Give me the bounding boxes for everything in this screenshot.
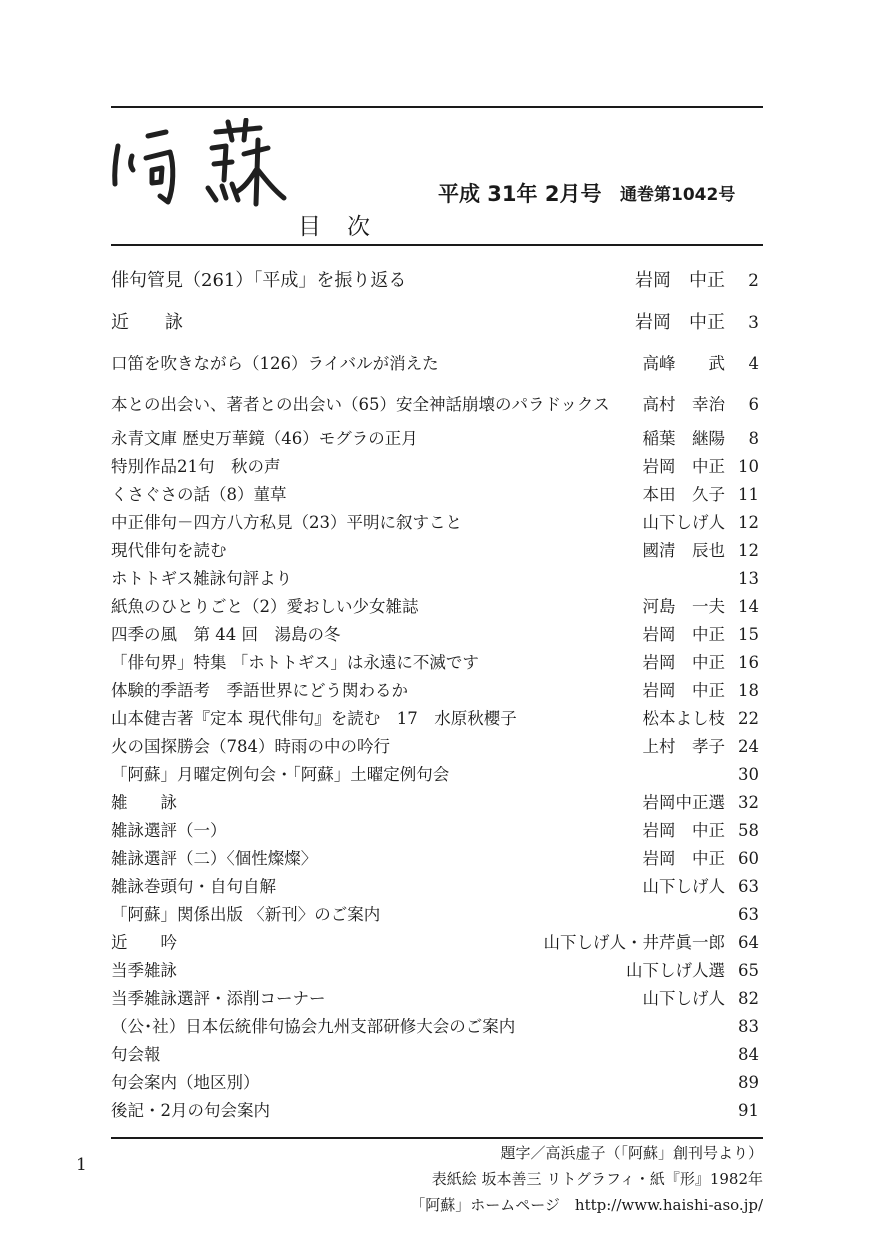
title-calligraphy [108,118,298,212]
toc-page: 12 [738,513,759,532]
toc-author: 岩岡 中正 [642,457,725,476]
header-rule [111,244,763,246]
toc-page: 15 [738,625,759,644]
toc-page: 16 [738,653,759,672]
toc-row[interactable] [111,566,759,592]
toc-title: 永青文庫 歴史万華鏡（46）モグラの正月 [111,429,418,448]
toc-row[interactable] [111,846,759,872]
toc-author: 山下しげ人 [642,513,725,532]
toc-row[interactable] [111,790,759,816]
toc-author: 岩岡 中正 [635,270,725,291]
toc-row[interactable] [111,538,759,564]
toc-author: 高村 幸治 [642,395,725,414]
toc-row[interactable] [111,902,759,928]
toc-title: 近 吟 [111,933,177,952]
toc-row[interactable] [111,1098,759,1124]
toc-page: 4 [748,354,759,373]
toc-page: 18 [738,681,759,700]
toc-author: 岩岡 中正 [642,653,725,672]
toc-row[interactable] [111,268,759,294]
toc-page: 84 [738,1045,759,1064]
toc-row[interactable] [111,510,759,536]
toc-author: 山下しげ人 [642,989,725,1008]
toc-author: 山下しげ人 [642,877,725,896]
toc-title: 紙魚のひとりごと（2）愛おしい少女雑誌 [111,597,419,616]
toc-title: 現代俳句を読む [111,541,227,560]
toc-row[interactable] [111,930,759,956]
toc-page: 8 [748,429,759,448]
toc-page: 13 [738,569,759,588]
toc-title: 「俳句界」特集 「ホトトギス」は永遠に不滅です [111,653,479,672]
toc-title: 口笛を吹きながら（126）ライバルが消えた [111,354,439,373]
toc-row[interactable] [111,762,759,788]
toc-page: 11 [738,485,759,504]
toc-row[interactable] [111,622,759,648]
toc-page: 32 [738,793,759,812]
toc-row[interactable] [111,594,759,620]
toc-row[interactable] [111,482,759,508]
toc-row[interactable] [111,650,759,676]
toc-title: 雑詠選評（二）〈個性燦燦〉 [111,849,318,868]
footer-cover-credit: 表紙絵 坂本善三 リトグラフィ・紙『形』1982年 [431,1170,763,1188]
toc-title: 雑詠巻頭句・自句自解 [111,877,276,896]
toc-title: 雑詠選評（一） [111,821,227,840]
toc-page: 89 [738,1073,759,1092]
toc-author: 岩岡 中正 [642,681,725,700]
toc-title: 近 詠 [111,312,183,333]
toc-author: 岩岡 中正 [635,312,725,333]
toc-row[interactable] [111,986,759,1012]
toc-author: 高峰 武 [642,354,725,373]
toc-title: 句会報 [111,1045,161,1064]
toc-page: 65 [738,961,759,980]
toc-page: 64 [738,933,759,952]
toc-title: 山本健吉著『定本 現代俳句』を読む 17 水原秋櫻子 [111,709,517,728]
toc-row[interactable] [111,818,759,844]
toc-page: 83 [738,1017,759,1036]
toc-page: 6 [748,395,759,414]
toc-title: 雑 詠 [111,793,177,812]
toc-author: 松本よし枝 [642,709,725,728]
footer-title-credit: 題字／高浜虚子（「阿蘇」創刊号より） [500,1144,763,1162]
toc-title: 当季雑詠選評・添削コーナー [111,989,326,1008]
toc-row[interactable] [111,1014,759,1040]
toc-title: 後記・2月の句会案内 [111,1101,270,1120]
toc-row[interactable] [111,392,759,418]
toc-row[interactable] [111,734,759,760]
top-rule [111,106,763,108]
toc-title: 本との出会い、著者との出会い（65）安全神話崩壊のパラドックス [111,395,610,414]
toc-title: 四季の風 第 44 回 湯島の冬 [111,625,341,644]
toc-page: 63 [738,877,759,896]
toc-row[interactable] [111,1042,759,1068]
toc-author: 上村 孝子 [642,737,725,756]
toc-page: 30 [738,765,759,784]
toc-author: 河島 一夫 [642,597,725,616]
toc-author: 國清 辰也 [642,541,725,560]
toc-row[interactable] [111,1070,759,1096]
toc-page: 24 [738,737,759,756]
toc-page: 3 [748,313,759,333]
toc-row[interactable] [111,310,759,336]
toc-page: 82 [738,989,759,1008]
toc-title: 俳句管見（261）「平成」を振り返る [111,270,407,291]
toc-title: 中正俳句－四方八方私見（23）平明に叙すこと [111,513,462,532]
toc-author: 岩岡 中正 [642,821,725,840]
toc-author: 山下しげ人・井芹眞一郎 [543,933,725,952]
toc-page: 22 [738,709,759,728]
page-subtitle: 目次 [298,214,396,240]
toc-page: 91 [738,1101,759,1120]
toc-page: 12 [738,541,759,560]
footer-rule [111,1137,763,1139]
toc-title: 火の国探勝会（784）時雨の中の吟行 [111,737,390,756]
issue-date: 平成 31年 2月号 [438,182,602,206]
toc-row[interactable] [111,874,759,900]
toc-page: 58 [738,821,759,840]
toc-page: 60 [738,849,759,868]
toc-author: 山下しげ人選 [626,961,725,980]
toc-title: 「阿蘇」関係出版 〈新刊〉のご案内 [111,905,381,924]
toc-title: 句会案内（地区別） [111,1073,260,1092]
toc-title: （公･社）日本伝統俳句協会九州支部研修大会のご案内 [111,1017,516,1036]
toc-row[interactable] [111,351,759,377]
volume-number: 通巻第1042号 [620,185,736,205]
toc-author: 岩岡 中正 [642,849,725,868]
toc-row[interactable] [111,706,759,732]
toc-row[interactable] [111,426,759,452]
toc-title: 「阿蘇」月曜定例句会・「阿蘇」土曜定例句会 [111,765,450,784]
toc-title: ホトトギス雑詠句評より [111,569,293,588]
toc-row[interactable] [111,958,759,984]
toc-row[interactable] [111,678,759,704]
toc-author: 本田 久子 [642,485,725,504]
toc-author: 稲葉 継陽 [642,429,725,448]
toc-title: 体験的季語考 季語世界にどう関わるか [111,681,408,700]
page-number: 1 [76,1155,87,1175]
toc-title: くさぐさの話（8）菫草 [111,485,287,504]
toc-title: 当季雑詠 [111,961,177,980]
toc-page: 14 [738,597,759,616]
toc-author: 岩岡 中正 [642,625,725,644]
toc-page: 10 [738,457,759,476]
toc-page: 2 [748,271,759,291]
toc-title: 特別作品21句 秋の声 [111,457,281,476]
toc-page: 63 [738,905,759,924]
toc-row[interactable] [111,454,759,480]
toc-author: 岩岡中正選 [642,793,725,812]
footer-homepage[interactable]: 「阿蘇」ホームページ http://www.haishi-aso.jp/ [410,1196,763,1214]
